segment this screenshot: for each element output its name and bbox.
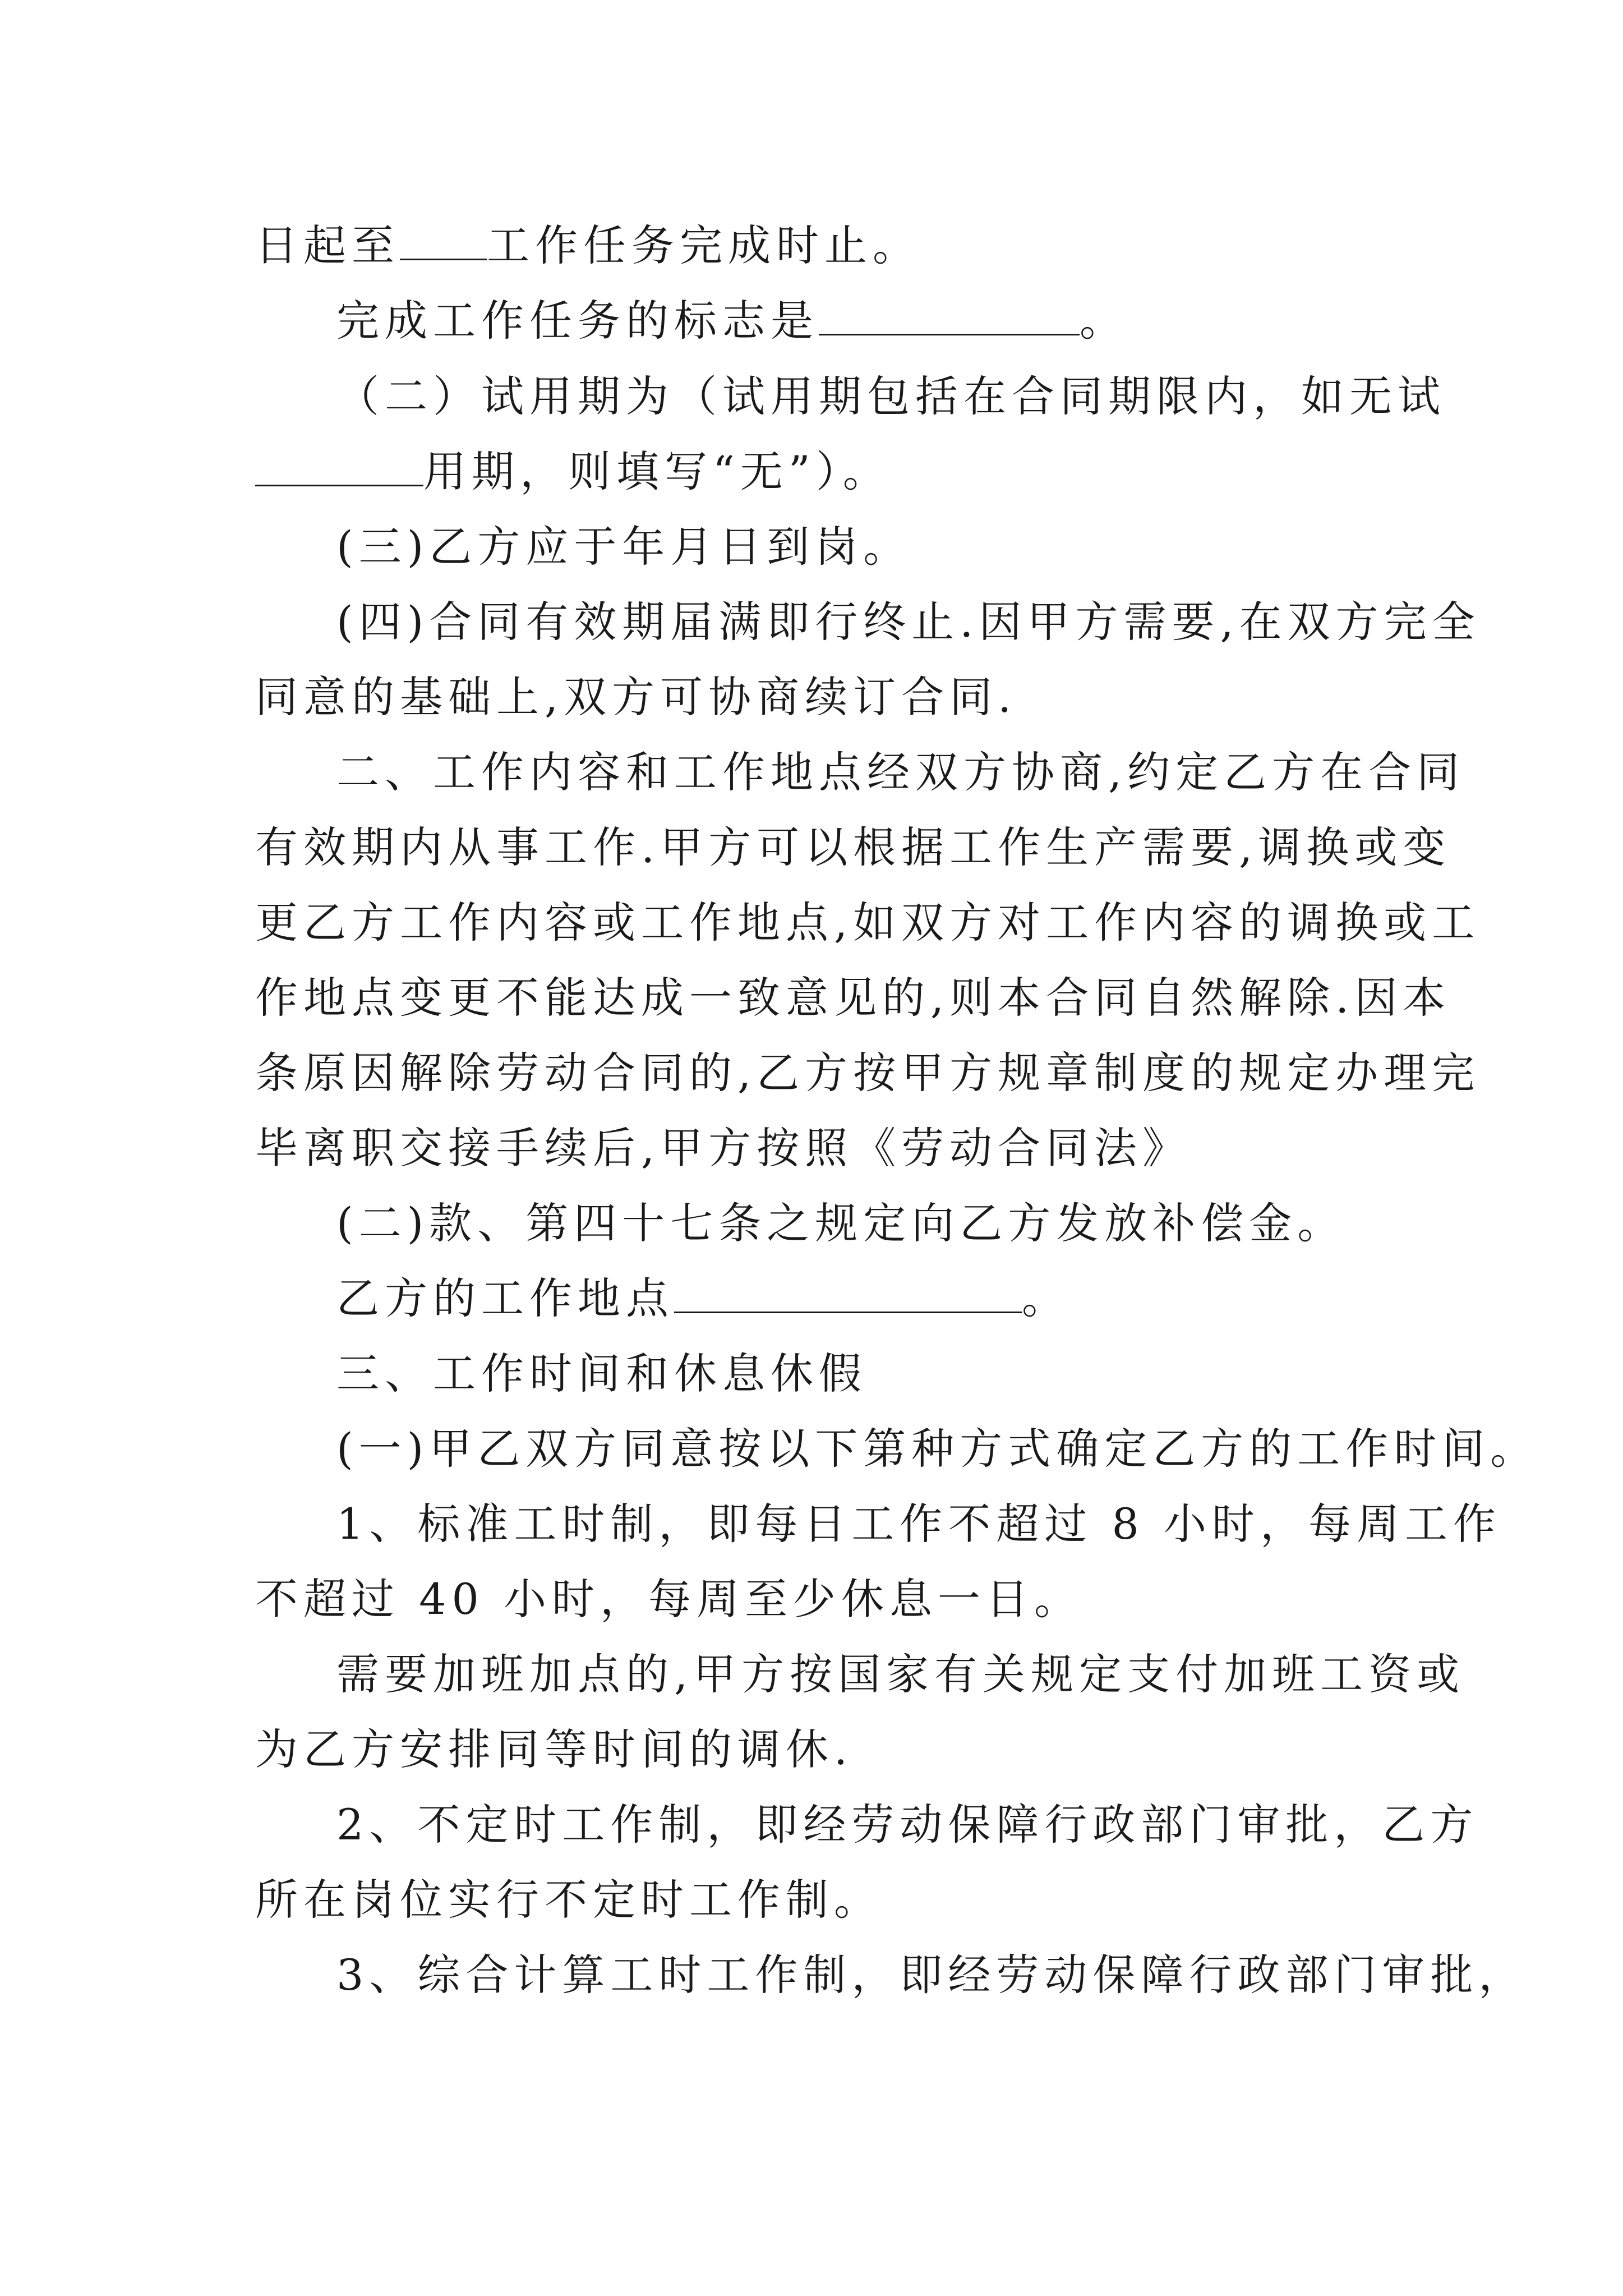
text-segment: 1、标准工时制，即每日工作不超过 8 小时，每周工作 bbox=[336, 1499, 1502, 1549]
text-line bbox=[255, 218, 921, 274]
text-line bbox=[255, 820, 1451, 876]
text-segment: 更乙方工作内容或工作地点,如双方对工作内容的调换或工 bbox=[255, 898, 1481, 947]
text-segment: 需要加班加点的,甲方按国家有关规定支付加班工资或 bbox=[336, 1649, 1465, 1699]
text-segment: 二、工作内容和工作地点经双方协商,约定乙方在合同 bbox=[336, 747, 1465, 797]
text-segment: (一)甲乙双方同意按以下第种方式确定乙方的工作时间。 bbox=[336, 1424, 1539, 1474]
text-segment: (四)合同有效期届满即行终止.因甲方需要,在双方完全 bbox=[336, 597, 1481, 647]
text-segment: 工作任务完成时止。 bbox=[487, 220, 921, 270]
text-line bbox=[336, 369, 1446, 425]
text-segment: 2、不定时工作制，即经劳动保障行政部门审批，乙方 bbox=[336, 1800, 1479, 1849]
text-line bbox=[336, 1646, 1465, 1703]
text-line bbox=[336, 1496, 1501, 1552]
text-segment: （二）试用期为（试用期包括在合同期限内，如无试 bbox=[336, 371, 1446, 421]
text-segment: 。 bbox=[1022, 1273, 1070, 1323]
text-line bbox=[255, 669, 1017, 725]
section-heading bbox=[336, 1346, 867, 1402]
text-line bbox=[255, 444, 891, 500]
text-segment: 条原因解除劳动合同的,乙方按甲方规章制度的规定办理完 bbox=[255, 1048, 1481, 1098]
fill-in-blank bbox=[255, 445, 423, 486]
text-segment: 所在岗位实行不定时工作制。 bbox=[255, 1875, 882, 1925]
fill-in-blank bbox=[674, 1272, 1022, 1313]
text-line bbox=[336, 1947, 1527, 2003]
text-segment: 为乙方安排同等时间的调休. bbox=[255, 1724, 854, 1774]
text-segment: 用期，则填写“无”）。 bbox=[423, 447, 891, 496]
text-segment: 完成工作任务的标志是 bbox=[336, 296, 819, 346]
text-line bbox=[255, 970, 1451, 1026]
text-line bbox=[336, 594, 1481, 650]
text-line bbox=[336, 1421, 1538, 1477]
text-segment: (三)乙方应于年月日到岗。 bbox=[336, 522, 912, 572]
text-line bbox=[336, 744, 1465, 800]
text-segment: 乙方的工作地点 bbox=[336, 1273, 674, 1323]
text-segment: 同意的基础上,双方可协商续订合同. bbox=[255, 672, 1017, 722]
text-segment: 作地点变更不能达成一致意见的,则本合同自然解除.因本 bbox=[255, 973, 1451, 1023]
text-line bbox=[255, 1045, 1480, 1101]
text-segment: 有效期内从事工作.甲方可以根据工作生产需要,调换或变 bbox=[255, 822, 1451, 872]
text-line bbox=[255, 895, 1480, 951]
text-line bbox=[336, 1195, 1345, 1251]
text-line bbox=[336, 293, 1128, 349]
text-line bbox=[336, 1797, 1478, 1853]
fill-in-blank bbox=[819, 295, 1080, 335]
text-segment: 不超过 40 小时，每周至少休息一日。 bbox=[255, 1574, 1083, 1624]
text-line bbox=[255, 1722, 853, 1778]
text-line bbox=[336, 519, 911, 575]
text-line bbox=[255, 1120, 1191, 1176]
text-segment: (二)款、第四十七条之规定向乙方发放补偿金。 bbox=[336, 1198, 1346, 1248]
text-line bbox=[255, 1872, 882, 1928]
fill-in-blank bbox=[400, 219, 487, 260]
text-line bbox=[255, 1571, 1082, 1627]
text-segment: 3、综合计算工时工作制，即经劳动保障行政部门审批， bbox=[336, 1950, 1527, 2000]
text-segment: 日起至 bbox=[255, 220, 400, 270]
text-line bbox=[336, 1271, 1070, 1327]
text-segment: 三、工作时间和休息休假 bbox=[336, 1349, 867, 1398]
text-segment: 。 bbox=[1080, 296, 1128, 346]
text-segment: 毕离职交接手续后,甲方按照《劳动合同法》 bbox=[255, 1123, 1191, 1173]
